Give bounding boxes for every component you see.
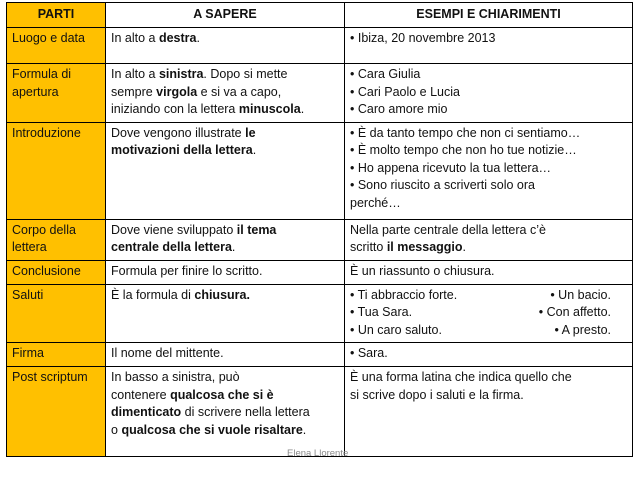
esempi-cell — [345, 64, 633, 123]
example-pair — [350, 322, 627, 340]
header-esempi: ESEMPI E CHIARIMENTI — [345, 3, 633, 28]
table-row — [7, 28, 633, 64]
text-line — [111, 345, 339, 363]
letter-parts-table — [6, 2, 633, 457]
table-row — [7, 219, 633, 260]
plain-text: Nella parte centrale della lettera c’è — [350, 222, 546, 237]
text-line — [350, 222, 627, 240]
bold-text: motivazioni della lettera — [111, 143, 253, 157]
plain-text: In alto a — [111, 31, 159, 45]
example-line: • È molto tempo che non ho tue notizie… — [350, 143, 577, 157]
esempi-cell — [345, 284, 633, 343]
plain-text: Formula per finire lo scritto. — [111, 263, 263, 278]
part-name-cell: Saluti — [7, 284, 106, 343]
text-line — [111, 222, 339, 240]
example-pair — [350, 287, 627, 305]
part-name-cell: Formula di apertura — [7, 64, 106, 123]
bold-text: dimenticato — [111, 405, 182, 419]
plain-text: Il nome del mittente. — [111, 346, 224, 360]
table-row — [7, 343, 633, 367]
bold-text: il tema — [236, 222, 277, 237]
text-line — [111, 125, 339, 143]
text-line — [111, 84, 339, 102]
a-sapere-cell — [106, 284, 345, 343]
bold-text: chiusura. — [194, 287, 250, 302]
example-line: È una forma latina che indica quello che — [350, 370, 572, 384]
example-line: • Ti abbraccio forte. — [350, 287, 458, 302]
plain-text: . — [462, 240, 467, 254]
example-line: • A presto. — [554, 322, 611, 337]
example-line: • Caro amore mio — [350, 102, 448, 116]
plain-text: In alto a — [111, 67, 159, 81]
example-line: È un riassunto o chiusura. — [350, 263, 495, 278]
example-line: • Con affetto. — [538, 305, 611, 319]
text-line — [350, 239, 627, 257]
part-name-cell: Conclusione — [7, 260, 106, 284]
example-line: si scrive dopo i saluti e la firma. — [350, 387, 524, 402]
a-sapere-cell — [106, 367, 345, 457]
table-row — [7, 64, 633, 123]
example-line: • Sara. — [350, 346, 388, 360]
text-line — [111, 239, 339, 257]
bold-text: sinistra — [158, 67, 204, 81]
plain-text: e si va a capo, — [197, 84, 282, 99]
example-line: • Cari Paolo e Lucia — [350, 84, 460, 99]
bold-text: centrale della lettera — [111, 240, 232, 254]
example-line: • Sono riuscito a scriverti solo ora — [350, 178, 536, 192]
part-name-cell: Luogo e data — [7, 28, 106, 64]
text-line — [111, 422, 339, 440]
a-sapere-cell — [106, 219, 345, 260]
plain-text: Dove vengono illustrate — [111, 125, 246, 140]
text-line — [111, 30, 339, 48]
text-line — [111, 142, 339, 160]
author-watermark: Elena Llorente — [287, 448, 349, 459]
part-name-cell: Corpo della lettera — [7, 219, 106, 260]
example-line: • Tua Sara. — [350, 305, 413, 319]
text-line — [111, 66, 339, 84]
header-a-sapere: A SAPERE — [106, 3, 345, 28]
plain-text: iniziando con la lettera — [111, 102, 239, 116]
table-row — [7, 122, 633, 219]
plain-text: di scrivere nella lettera — [181, 405, 310, 419]
plain-text: . Dopo si mette — [203, 67, 288, 81]
text-line — [111, 387, 339, 405]
bold-text: il messaggio — [386, 240, 463, 254]
part-name-cell: Post scriptum — [7, 367, 106, 457]
bold-text: destra — [158, 31, 197, 45]
example-line: • Un caro saluto. — [350, 322, 442, 337]
a-sapere-cell — [106, 28, 345, 64]
table-row — [7, 367, 633, 457]
bold-text: qualcosa che si vuole risaltare — [121, 422, 303, 437]
plain-text: In basso a sinistra, può — [111, 370, 240, 384]
plain-text: sempre — [111, 84, 157, 99]
text-line — [111, 404, 339, 422]
bold-text: le — [245, 125, 256, 140]
text-line — [111, 369, 339, 387]
text-line — [111, 287, 339, 305]
plain-text: . — [302, 422, 307, 437]
plain-text: . — [300, 102, 305, 116]
example-line: perché… — [350, 195, 401, 210]
esempi-cell — [345, 343, 633, 367]
plain-text: o — [111, 422, 122, 437]
text-line — [111, 101, 339, 119]
table-row — [7, 260, 633, 284]
example-line: • Cara Giulia — [350, 67, 421, 81]
a-sapere-cell — [106, 343, 345, 367]
part-name-cell: Firma — [7, 343, 106, 367]
table-row — [7, 284, 633, 343]
example-line: • Ho appena ricevuto la tua lettera… — [350, 160, 552, 175]
esempi-cell — [345, 219, 633, 260]
plain-text: . — [252, 143, 257, 157]
example-line: • Un bacio. — [550, 287, 611, 302]
plain-text: È la formula di — [111, 287, 195, 302]
esempi-cell — [345, 367, 633, 457]
a-sapere-cell — [106, 122, 345, 219]
text-line — [111, 263, 339, 281]
a-sapere-cell — [106, 64, 345, 123]
esempi-cell — [345, 122, 633, 219]
plain-text: Dove viene sviluppato — [111, 222, 237, 237]
bold-text: virgola — [156, 84, 198, 99]
header-parti: PARTI — [7, 3, 106, 28]
esempi-cell — [345, 28, 633, 64]
example-line: • Ibiza, 20 novembre 2013 — [350, 31, 496, 45]
plain-text: . — [231, 240, 236, 254]
part-name-cell: Introduzione — [7, 122, 106, 219]
a-sapere-cell — [106, 260, 345, 284]
bold-text: qualcosa che si è — [170, 387, 274, 402]
plain-text: . — [196, 31, 200, 45]
plain-text: scritto — [350, 240, 387, 254]
example-pair — [350, 304, 627, 322]
esempi-cell — [345, 260, 633, 284]
bold-text: minuscola — [238, 102, 301, 116]
example-line: • È da tanto tempo che non ci sentiamo… — [350, 125, 581, 140]
header-row — [7, 3, 633, 28]
plain-text: contenere — [111, 387, 171, 402]
